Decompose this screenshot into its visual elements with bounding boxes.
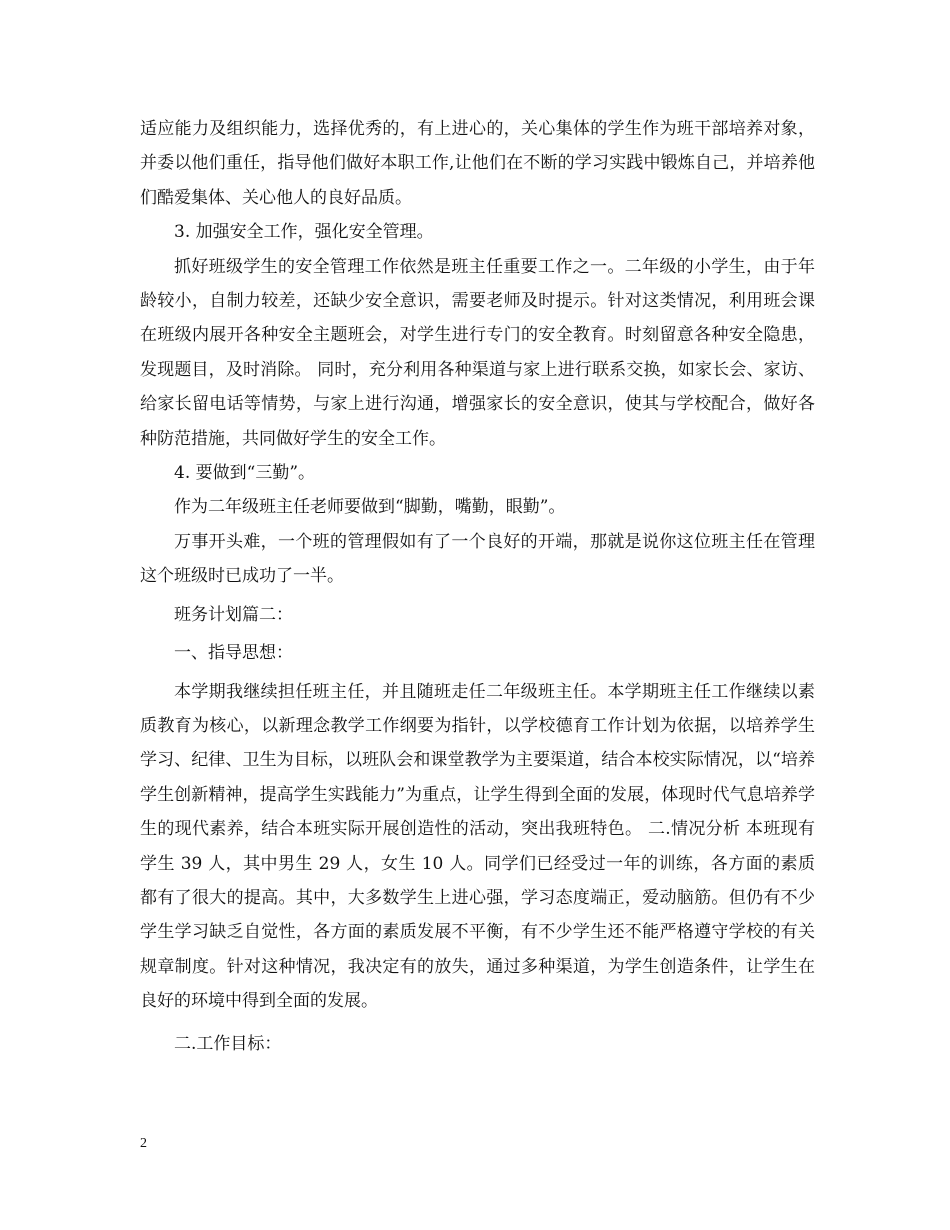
- paragraph-good-start: 万事开头难，一个班的管理假如有了一个良好的开端，那就是说你这位班主任在管理这个班级时已成功了一半。: [140, 531, 815, 587]
- document-body: [140, 112, 815, 1061]
- paragraph-continuation: 适应能力及组织能力，选择优秀的，有上进心的，关心集体的学生作为班干部培养对象，并委以他们重任，指导他们做好本职工作,让他们在不断的学习实践中锻炼自己，并培养他们酷爱集体、关心他人的良好品质。: [140, 119, 815, 208]
- paragraph-three-diligence: 作为二年级班主任老师要做到“脚勤，嘴勤，眼勤”。: [174, 497, 566, 518]
- heading-guiding-thought: 一、指导思想：: [174, 643, 293, 664]
- heading-safety-work: 3. 加强安全工作，强化安全管理。: [174, 222, 434, 243]
- heading-plan-part-two: 班务计划篇二：: [174, 604, 293, 625]
- heading-work-goals: 二.工作目标：: [174, 1033, 282, 1054]
- paragraph-safety-management: 抓好班级学生的安全管理工作依然是班主任重要工作之一。二年级的小学生，由于年龄较小，自制力较差，还缺少安全意识，需要老师及时提示。针对这类情况，利用班会课在班级内展开各种安全主题班会，对学生进行专门的安全教育。时刻留意各种安全隐患，发现题目，及时消除。 同时，充分利用各种渠道与家上进行联系交换，如家长会、家访、给家长留电话等情势，与家上进行沟通，增强家长的安全意识，使其与学校配合，做好各种防范措施，共同做好学生的安全工作。: [140, 256, 815, 449]
- paragraph-guiding-thought: 本学期我继续担任班主任，并且随班走任二年级班主任。本学期班主任工作继续以素质教育为核心，以新理念教学工作纲要为指针，以学校德育工作计划为依据，以培养学生学习、纪律、卫生为目标，以班队会和课堂教学为主要渠道，结合本校实际情况，以“培养学生创新精神，提高学生实践能力”为重点，让学生得到全面的发展，体现时代气息培养学生的现代素养，结合本班实际开展创造性的活动，突出我班特色。 二.情况分析 本班现有学生 39 人，其中男生 29 人，女生 10 人。同学们已经受过一年的训练，各方面的素质都有了很大的提高。其中，大多数学生上进心强，学习态度端正，爱动脑筋。但仍有不少学生学习缺乏自觉性，各方面的素质发展不平衡，有不少学生还不能严格遵守学校的有关规章制度。针对这种情况，我决定有的放失，通过多种渠道，为学生创造条件，让学生在良好的环境中得到全面的发展。: [140, 681, 815, 1012]
- heading-three-diligence: 4. 要做到“三勤”。: [174, 463, 316, 484]
- page-number: 2: [140, 1136, 147, 1151]
